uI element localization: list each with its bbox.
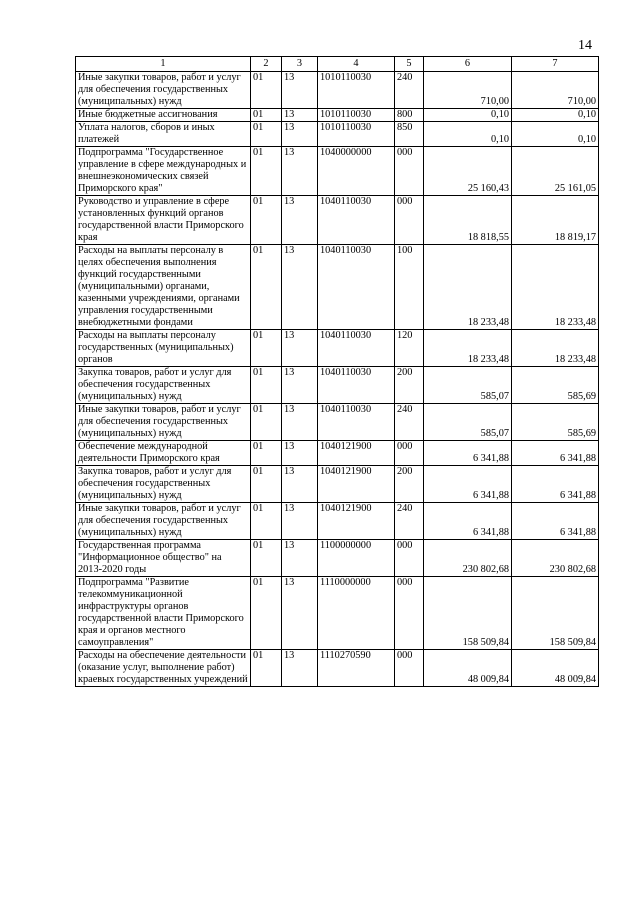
amount-col6-cell: 710,00 [424, 72, 512, 109]
target-article-cell: 1010110030 [318, 122, 395, 147]
subsection-code-cell: 13 [282, 147, 318, 196]
budget-table [75, 56, 599, 687]
table-row [76, 330, 599, 367]
subsection-code-cell: 13 [282, 441, 318, 466]
target-article-cell: 1040121900 [318, 466, 395, 503]
amount-col6-cell: 585,07 [424, 404, 512, 441]
table-row [76, 441, 599, 466]
amount-col7-cell: 0,10 [512, 109, 599, 122]
amount-col6-cell: 158 509,84 [424, 577, 512, 650]
expense-type-cell: 000 [395, 650, 424, 687]
amount-col7-cell: 0,10 [512, 122, 599, 147]
column-header: 2 [251, 57, 282, 72]
subsection-code-cell: 13 [282, 540, 318, 577]
column-header: 6 [424, 57, 512, 72]
row-name-cell: Подпрограмма "Развитие телекоммуникационной инфраструктуры органов государственной власти Приморского края и органов местного самоуправления" [76, 577, 251, 650]
expense-type-cell: 100 [395, 245, 424, 330]
row-name-cell: Иные закупки товаров, работ и услуг для обеспечения государственных (муниципальных) нужд [76, 404, 251, 441]
amount-col7-cell: 158 509,84 [512, 577, 599, 650]
amount-col7-cell: 6 341,88 [512, 466, 599, 503]
table-row [76, 196, 599, 245]
section-code-cell: 01 [251, 404, 282, 441]
section-code-cell: 01 [251, 147, 282, 196]
section-code-cell: 01 [251, 245, 282, 330]
target-article-cell: 1040110030 [318, 196, 395, 245]
expense-type-cell: 200 [395, 367, 424, 404]
target-article-cell: 1010110030 [318, 109, 395, 122]
expense-type-cell: 240 [395, 72, 424, 109]
target-article-cell: 1010110030 [318, 72, 395, 109]
amount-col6-cell: 0,10 [424, 122, 512, 147]
section-code-cell: 01 [251, 109, 282, 122]
row-name-cell: Расходы на выплаты персоналу в целях обеспечения выполнения функций государственными (муниципальными) органами, казенными учреждениями, органами управления государственными внебюджетными фондами [76, 245, 251, 330]
amount-col7-cell: 6 341,88 [512, 441, 599, 466]
section-code-cell: 01 [251, 540, 282, 577]
amount-col7-cell: 585,69 [512, 367, 599, 404]
subsection-code-cell: 13 [282, 245, 318, 330]
amount-col7-cell: 230 802,68 [512, 540, 599, 577]
section-code-cell: 01 [251, 196, 282, 245]
target-article-cell: 1040110030 [318, 404, 395, 441]
amount-col6-cell: 18 818,55 [424, 196, 512, 245]
expense-type-cell: 000 [395, 147, 424, 196]
amount-col7-cell: 710,00 [512, 72, 599, 109]
section-code-cell: 01 [251, 441, 282, 466]
amount-col6-cell: 18 233,48 [424, 330, 512, 367]
expense-type-cell: 200 [395, 466, 424, 503]
target-article-cell: 1100000000 [318, 540, 395, 577]
table-row [76, 503, 599, 540]
amount-col7-cell: 18 233,48 [512, 245, 599, 330]
row-name-cell: Уплата налогов, сборов и иных платежей [76, 122, 251, 147]
target-article-cell: 1040110030 [318, 245, 395, 330]
table-row [76, 72, 599, 109]
expense-type-cell: 800 [395, 109, 424, 122]
amount-col6-cell: 230 802,68 [424, 540, 512, 577]
section-code-cell: 01 [251, 503, 282, 540]
table-row [76, 245, 599, 330]
target-article-cell: 1040121900 [318, 441, 395, 466]
section-code-cell: 01 [251, 72, 282, 109]
row-name-cell: Закупка товаров, работ и услуг для обеспечения государственных (муниципальных) нужд [76, 367, 251, 404]
row-name-cell: Государственная программа "Информационное общество" на 2013-2020 годы [76, 540, 251, 577]
subsection-code-cell: 13 [282, 72, 318, 109]
table-row [76, 540, 599, 577]
subsection-code-cell: 13 [282, 196, 318, 245]
column-header: 4 [318, 57, 395, 72]
table-row [76, 466, 599, 503]
expense-type-cell: 240 [395, 404, 424, 441]
column-header: 5 [395, 57, 424, 72]
subsection-code-cell: 13 [282, 367, 318, 404]
table-row [76, 109, 599, 122]
row-name-cell: Закупка товаров, работ и услуг для обеспечения государственных (муниципальных) нужд [76, 466, 251, 503]
amount-col6-cell: 25 160,43 [424, 147, 512, 196]
amount-col7-cell: 18 233,48 [512, 330, 599, 367]
section-code-cell: 01 [251, 330, 282, 367]
header-row [76, 57, 599, 72]
row-name-cell: Иные закупки товаров, работ и услуг для обеспечения государственных (муниципальных) нужд [76, 72, 251, 109]
expense-type-cell: 000 [395, 540, 424, 577]
amount-col6-cell: 6 341,88 [424, 441, 512, 466]
subsection-code-cell: 13 [282, 650, 318, 687]
amount-col7-cell: 18 819,17 [512, 196, 599, 245]
amount-col6-cell: 18 233,48 [424, 245, 512, 330]
table-row [76, 147, 599, 196]
amount-col6-cell: 0,10 [424, 109, 512, 122]
section-code-cell: 01 [251, 122, 282, 147]
section-code-cell: 01 [251, 466, 282, 503]
amount-col7-cell: 25 161,05 [512, 147, 599, 196]
subsection-code-cell: 13 [282, 330, 318, 367]
expense-type-cell: 000 [395, 196, 424, 245]
row-name-cell: Обеспечение международной деятельности Приморского края [76, 441, 251, 466]
expense-type-cell: 120 [395, 330, 424, 367]
subsection-code-cell: 13 [282, 122, 318, 147]
table-row [76, 404, 599, 441]
page-number: 14 [578, 38, 592, 53]
row-name-cell: Руководство и управление в сфере установленных функций органов государственной власти Приморского края [76, 196, 251, 245]
amount-col6-cell: 585,07 [424, 367, 512, 404]
subsection-code-cell: 13 [282, 109, 318, 122]
subsection-code-cell: 13 [282, 577, 318, 650]
table-row [76, 122, 599, 147]
row-name-cell: Подпрограмма "Государственное управление в сфере международных и внешнеэкономических связей Приморского края" [76, 147, 251, 196]
section-code-cell: 01 [251, 577, 282, 650]
subsection-code-cell: 13 [282, 503, 318, 540]
table-row [76, 577, 599, 650]
section-code-cell: 01 [251, 367, 282, 404]
row-name-cell: Расходы на обеспечение деятельности (оказание услуг, выполнение работ) краевых государственных учреждений [76, 650, 251, 687]
amount-col6-cell: 48 009,84 [424, 650, 512, 687]
expense-type-cell: 240 [395, 503, 424, 540]
row-name-cell: Иные бюджетные ассигнования [76, 109, 251, 122]
amount-col7-cell: 585,69 [512, 404, 599, 441]
target-article-cell: 1040110030 [318, 330, 395, 367]
amount-col6-cell: 6 341,88 [424, 466, 512, 503]
column-header: 3 [282, 57, 318, 72]
row-name-cell: Расходы на выплаты персоналу государственных (муниципальных) органов [76, 330, 251, 367]
target-article-cell: 1110270590 [318, 650, 395, 687]
column-header: 7 [512, 57, 599, 72]
target-article-cell: 1040000000 [318, 147, 395, 196]
target-article-cell: 1040121900 [318, 503, 395, 540]
expense-type-cell: 000 [395, 577, 424, 650]
amount-col6-cell: 6 341,88 [424, 503, 512, 540]
table-row [76, 367, 599, 404]
expense-type-cell: 000 [395, 441, 424, 466]
subsection-code-cell: 13 [282, 404, 318, 441]
row-name-cell: Иные закупки товаров, работ и услуг для обеспечения государственных (муниципальных) нужд [76, 503, 251, 540]
target-article-cell: 1040110030 [318, 367, 395, 404]
section-code-cell: 01 [251, 650, 282, 687]
amount-col7-cell: 48 009,84 [512, 650, 599, 687]
amount-col7-cell: 6 341,88 [512, 503, 599, 540]
expense-type-cell: 850 [395, 122, 424, 147]
target-article-cell: 1110000000 [318, 577, 395, 650]
table-row [76, 650, 599, 687]
subsection-code-cell: 13 [282, 466, 318, 503]
column-header: 1 [76, 57, 251, 72]
